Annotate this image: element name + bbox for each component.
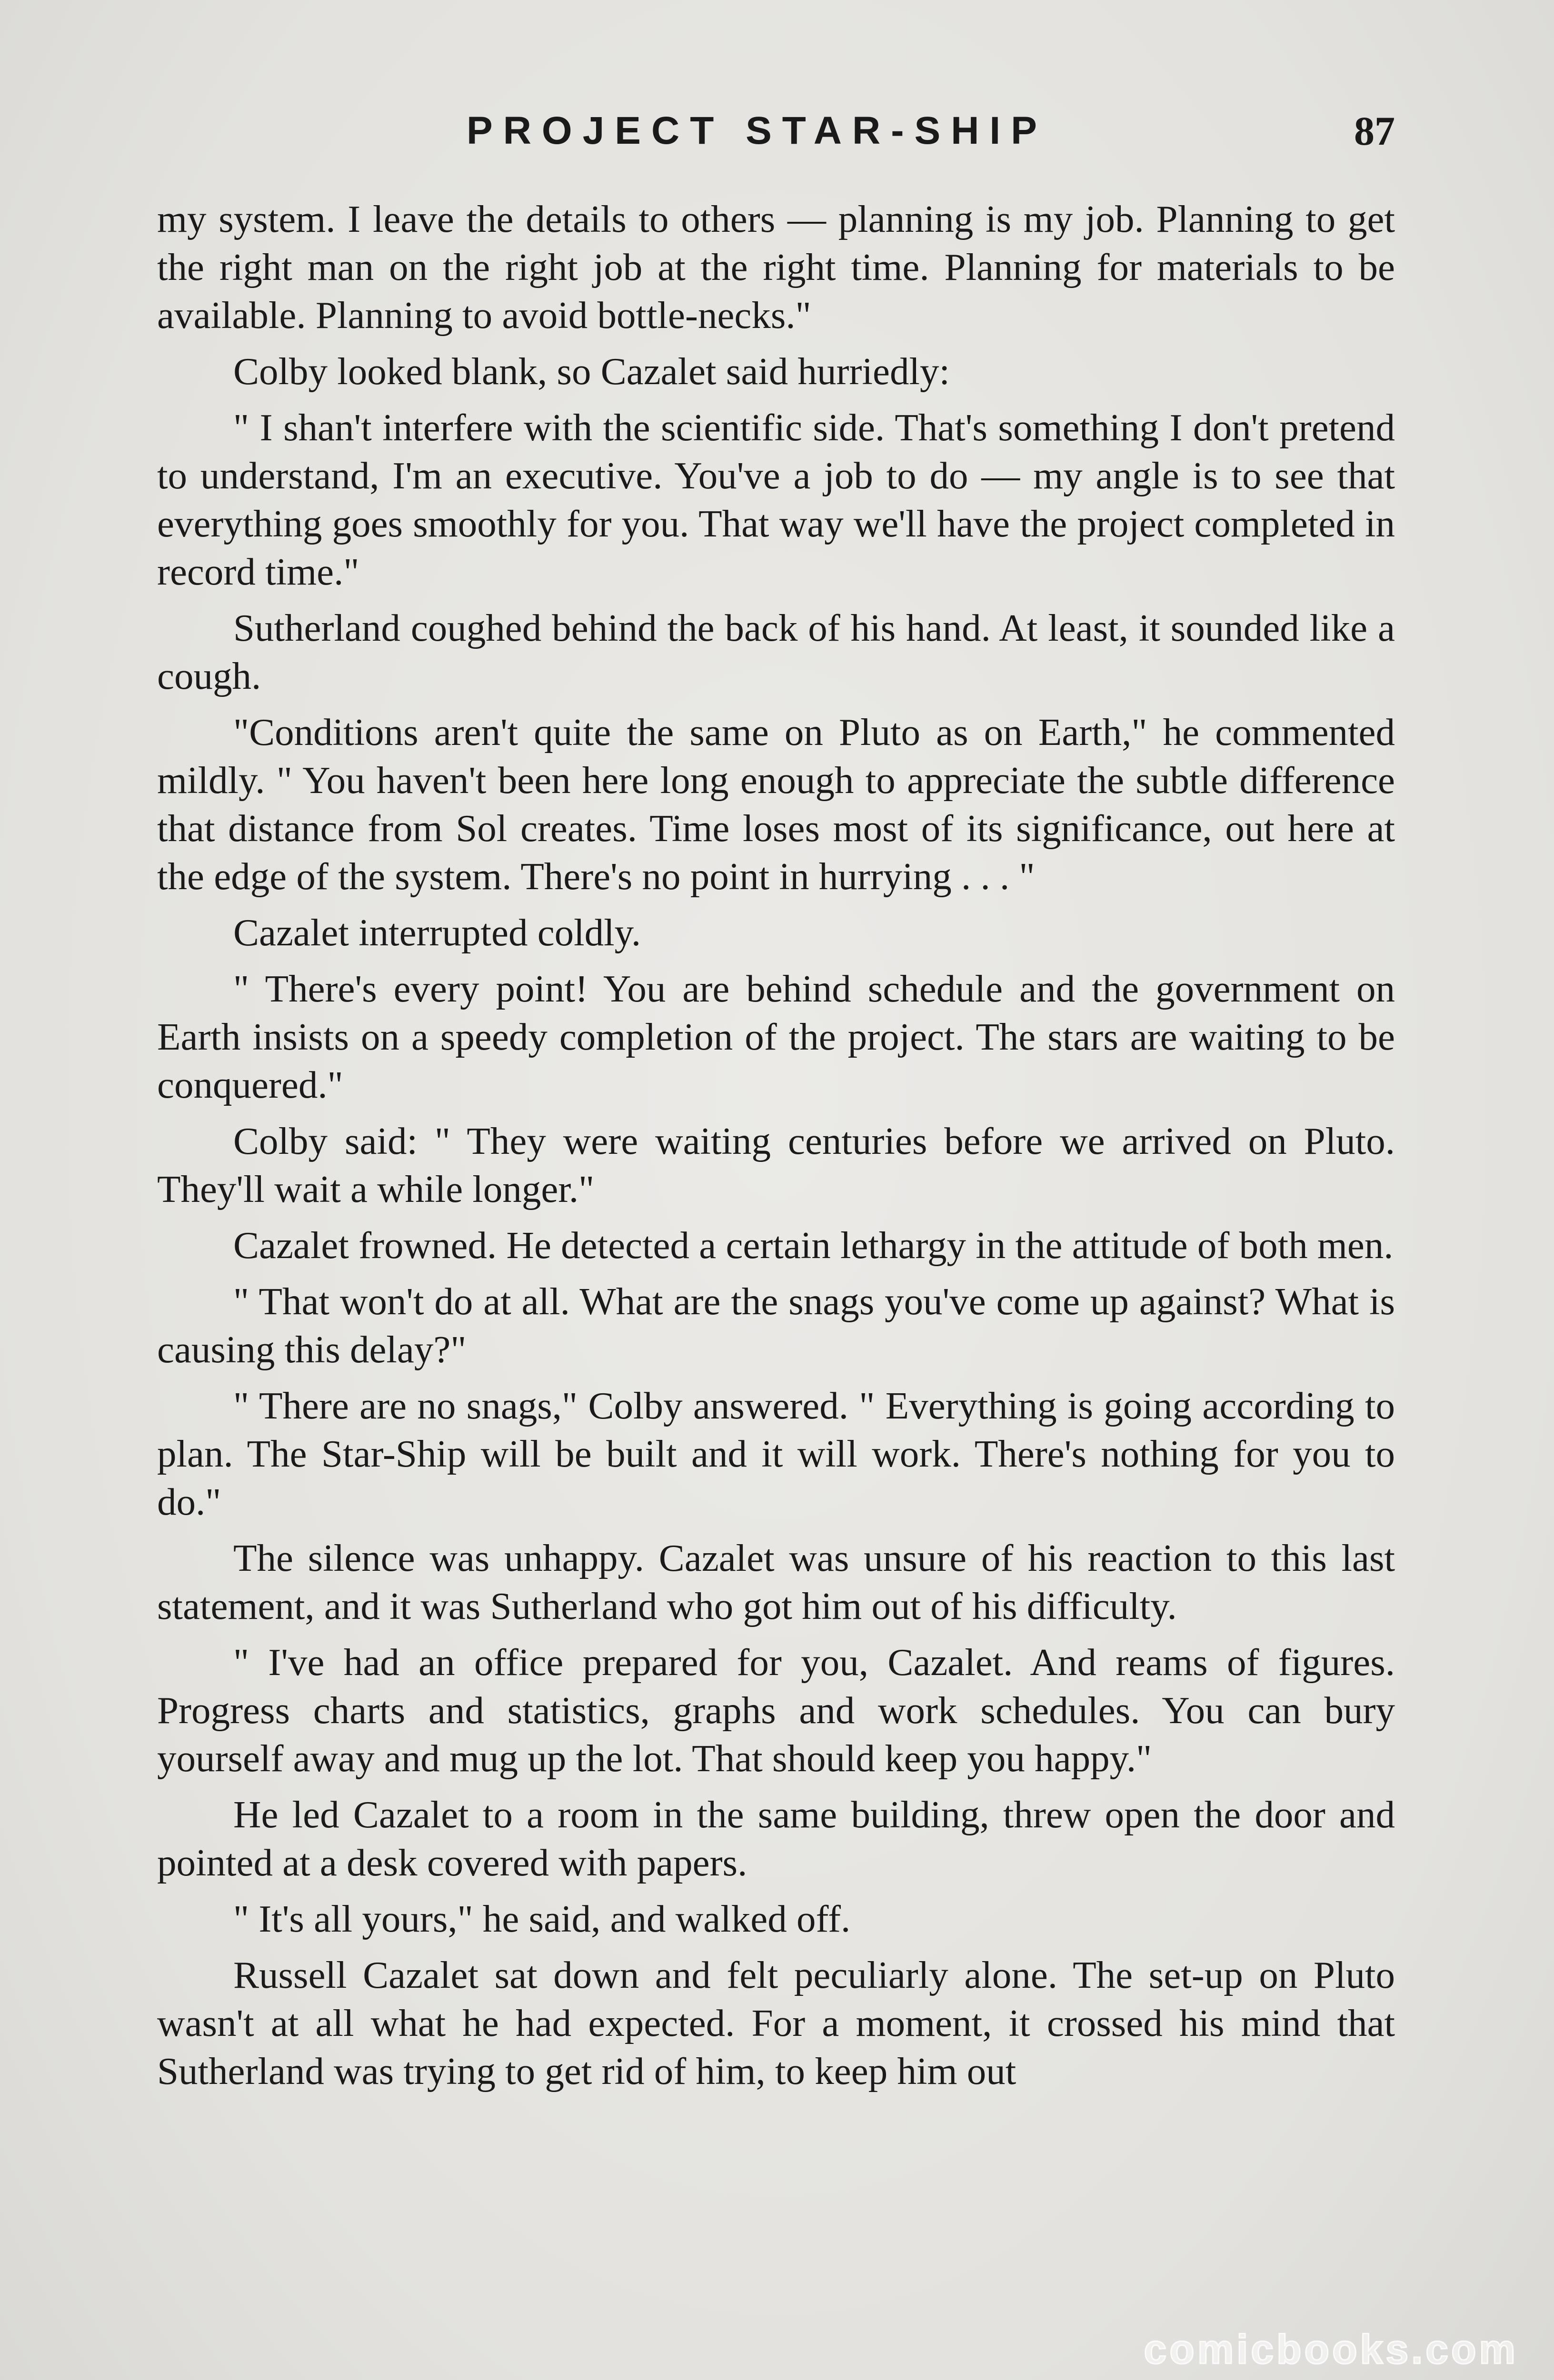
- paragraph-2: Colby looked blank, so Cazalet said hurriedly:: [233, 350, 950, 393]
- running-title: PROJECT STAR-SHIP: [467, 109, 1047, 152]
- paragraph-6: Cazalet interrupted coldly.: [233, 911, 641, 954]
- paragraph-12: The silence was unhappy. Cazalet was unsure of his reaction to this last statement, and it was Sutherland who got him out of his difficulty.: [157, 1537, 1395, 1627]
- paragraph-5: "Conditions aren't quite the same on Pluto as on Earth," he commented mildly. " You haven't been here long enough to appreciate the subtle difference that distance from Sol creates. Time loses most of its significance, out here at the edge of the system. There's no point in hurrying . . . ": [157, 711, 1395, 898]
- paragraph-9: Cazalet frowned. He detected a certain lethargy in the attitude of both men.: [233, 1224, 1394, 1267]
- paragraph-11: " There are no snags," Colby answered. " Everything is going according to plan. The Star-Ship will be built and it will work. There's nothing for you to do.": [157, 1384, 1395, 1523]
- paragraph-10: " That won't do at all. What are the snags you've come up against? What is causing this delay?": [157, 1280, 1395, 1371]
- page-number: 87: [1354, 108, 1395, 154]
- paragraph-8: Colby said: " They were waiting centuries before we arrived on Pluto. They'll wait a while longer.": [157, 1120, 1395, 1210]
- watermark: comicbooks.com: [1144, 2327, 1518, 2372]
- paragraph-7: " There's every point! You are behind schedule and the government on Earth insists on a speedy completion of the project. The stars are waiting to be conquered.": [157, 967, 1395, 1106]
- paragraph-3: " I shan't interfere with the scientific side. That's something I don't pretend to understand, I'm an executive. You've a job to do — my angle is to see that everything goes smoothly for you. That way we'll have the project completed in record time.": [157, 406, 1395, 593]
- paragraph-14: He led Cazalet to a room in the same building, threw open the door and pointed at a desk covered with papers.: [157, 1793, 1395, 1884]
- paragraph-4: Sutherland coughed behind the back of his hand. At least, it sounded like a cough.: [157, 606, 1395, 697]
- paragraph-13: " I've had an office prepared for you, Cazalet. And reams of figures. Progress charts and statistics, graphs and work schedules. You can bury yourself away and mug up the lot. That should keep you happy.": [157, 1641, 1395, 1780]
- paragraph-1: my system. I leave the details to others — planning is my job. Planning to get the right man on the right job at the right time. Planning for materials to be available. Planning to avoid bottle-necks.": [157, 198, 1395, 337]
- page-header: [157, 102, 1395, 159]
- paragraph-16: Russell Cazalet sat down and felt peculiarly alone. The set-up on Pluto wasn't at all what he had expected. For a moment, it crossed his mind that Sutherland was trying to get rid of him, to keep him out: [157, 1954, 1395, 2092]
- paragraph-15: " It's all yours," he said, and walked off.: [233, 1897, 851, 1940]
- body-text: [157, 195, 1395, 2103]
